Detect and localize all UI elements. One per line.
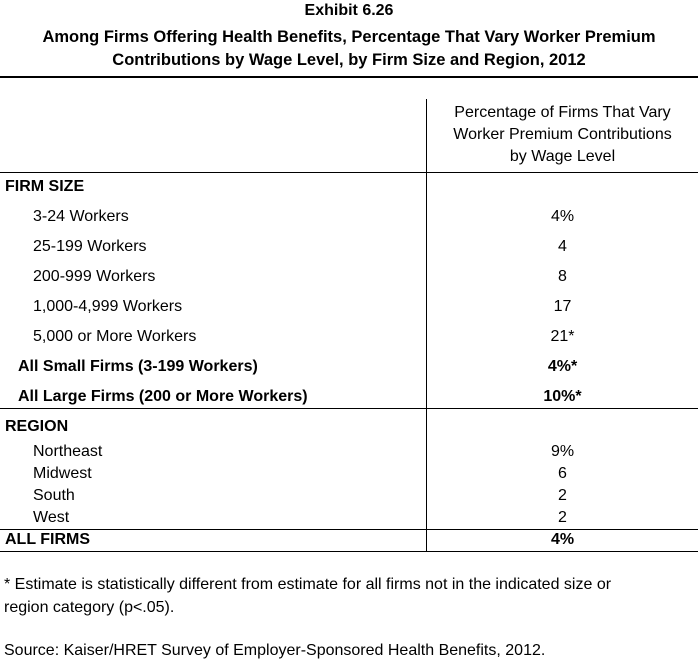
row-label: All Large Firms (200 or More Workers) [18, 388, 308, 405]
row-label: All Small Firms (3-199 Workers) [18, 358, 258, 375]
section-firm-size [0, 176, 698, 198]
section-region [0, 416, 698, 438]
row-value: 21* [550, 328, 575, 345]
exhibit-number: Exhibit 6.26 [304, 2, 394, 19]
row-label: 3-24 Workers [33, 208, 129, 225]
table-row [0, 485, 698, 507]
row-label: Midwest [33, 465, 92, 482]
source-note: Source: Kaiser/HRET Survey of Employer-Sponsored Health Benefits, 2012. [4, 642, 546, 659]
table-row [0, 326, 698, 348]
row-label: 5,000 or More Workers [33, 328, 197, 345]
column-header-line-2: Worker Premium Contributions [453, 126, 672, 143]
column-header-line-3: by Wage Level [509, 148, 616, 165]
row-value: 4% [550, 531, 575, 548]
row-label: ALL FIRMS [5, 531, 91, 548]
table-row-all-firms [0, 529, 698, 551]
title-line-1: Among Firms Offering Health Benefits, Percentage That Vary Worker Premium [42, 28, 656, 46]
row-value: 2 [558, 509, 567, 526]
footnote [4, 573, 694, 619]
row-value: 8 [558, 268, 567, 285]
table-row [0, 206, 698, 228]
row-label: South [33, 487, 75, 504]
row-value: 4% [550, 208, 575, 225]
row-label: 25-199 Workers [33, 238, 147, 255]
row-value: 2 [558, 487, 567, 504]
section-heading: FIRM SIZE [5, 178, 85, 195]
column-header-line-1: Percentage of Firms That Vary [454, 104, 671, 121]
row-value: 17 [553, 298, 572, 315]
section-divider [0, 408, 698, 409]
table-bottom-rule [0, 551, 698, 552]
table-row [0, 507, 698, 529]
row-value: 4%* [547, 358, 578, 375]
row-label: West [33, 509, 70, 526]
footnote-line-1: * Estimate is statistically different from estimate for all firms not in the indicated size or [4, 576, 612, 593]
row-label: 1,000-4,999 Workers [33, 298, 183, 315]
table-row-large-firms [0, 386, 698, 408]
row-value: 6 [558, 465, 567, 482]
row-value: 9% [550, 443, 575, 460]
header-divider [0, 172, 698, 173]
table-row [0, 441, 698, 463]
table-row [0, 266, 698, 288]
title-divider [0, 76, 698, 78]
row-value: 4 [558, 238, 567, 255]
column-header [427, 102, 698, 168]
row-value: 10%* [543, 388, 582, 405]
row-label: Northeast [33, 443, 103, 460]
footnote-line-2: region category (p<.05). [4, 599, 175, 616]
page-title [0, 26, 698, 72]
title-line-2: Contributions by Wage Level, by Firm Size and Region, 2012 [112, 51, 586, 69]
section-heading: REGION [5, 418, 69, 435]
row-label: 200-999 Workers [33, 268, 156, 285]
table-row [0, 296, 698, 318]
table-row [0, 463, 698, 485]
table-row-small-firms [0, 356, 698, 378]
table-row [0, 236, 698, 258]
